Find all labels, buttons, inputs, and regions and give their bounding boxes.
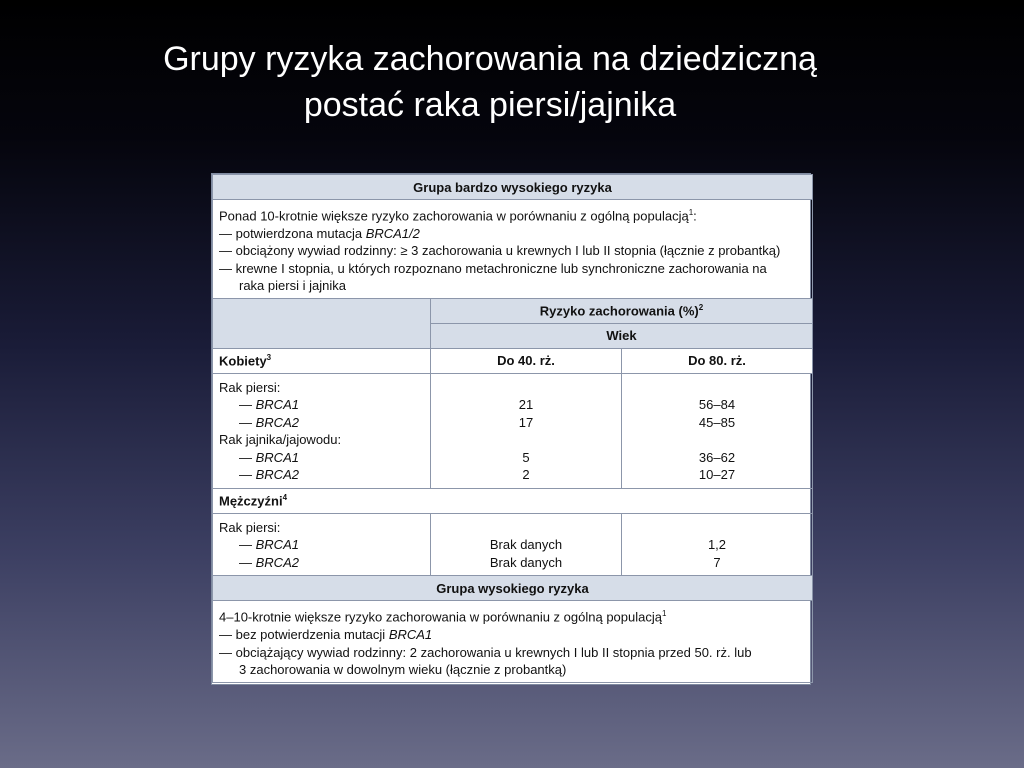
men-label: Mężczyźni$^4$ — [213, 488, 813, 513]
cell-value: 56–84 — [698, 397, 736, 413]
women-values-age-80 — [622, 373, 813, 488]
men-values-age-80 — [622, 513, 813, 576]
slide-title-line-1: Grupy ryzyka zachorowania na dziedziczną — [163, 40, 817, 78]
cell-value: 45–85 — [698, 414, 736, 430]
row-label: — BRCA1 — [239, 537, 299, 553]
women-label: Kobiety$^3$ — [213, 348, 431, 373]
row-label: Rak jajnika/jajowodu: — [219, 432, 342, 448]
men-cancer-labels — [213, 513, 431, 576]
high-risk-bullet-2-cont: 3 zachorowania w dowolnym wieku (łącznie z probantką) — [239, 662, 567, 678]
women-cancer-labels — [213, 373, 431, 488]
cell-value — [437, 379, 615, 397]
empty-header-cell — [213, 298, 431, 348]
row-label: — BRCA2 — [239, 554, 299, 570]
row-label: — BRCA1 — [239, 397, 299, 413]
cell-value: 17 — [518, 414, 534, 430]
very-high-risk-header: Grupa bardzo wysokiego ryzyka — [213, 175, 813, 200]
very-high-risk-bullet-2: — obciążony wywiad rodzinny: ≥ 3 zachorowania u krewnych I lub II stopnia (łącznie z probantką) — [219, 243, 781, 259]
very-high-risk-bullet-3-cont: raka piersi i jajnika — [239, 278, 346, 294]
high-risk-bullet-2: — obciążający wywiad rodzinny: 2 zachorowania u krewnych I lub II stopnia przed 50. rż. lub — [219, 644, 752, 660]
high-risk-intro: 4–10-krotnie większe ryzyko zachorowania w porównaniu z ogólną populacją$^1$ — [219, 609, 667, 625]
very-high-risk-description — [213, 200, 813, 299]
column-age-40: Do 40. rż. — [431, 348, 622, 373]
women-values-age-40 — [431, 373, 622, 488]
cell-value — [437, 519, 615, 537]
cell-value: 2 — [522, 467, 530, 483]
column-age-80: Do 80. rż. — [622, 348, 813, 373]
row-label: Rak piersi: — [219, 519, 281, 535]
row-label: — BRCA2 — [239, 414, 299, 430]
very-high-risk-intro: Ponad 10-krotnie większe ryzyko zachorowania w porównaniu z ogólną populacją$^1$: — [219, 208, 697, 224]
cell-value: 36–62 — [698, 449, 736, 465]
risk-percent-header: Ryzyko zachorowania (%)$^2$ — [431, 298, 813, 323]
cell-value — [437, 431, 615, 449]
cell-value: Brak danych — [489, 537, 563, 553]
cell-value — [628, 379, 806, 397]
cell-value: 1,2 — [707, 537, 727, 553]
high-risk-description — [213, 601, 813, 682]
row-label: — BRCA2 — [239, 467, 299, 483]
very-high-risk-bullet-3: — krewne I stopnia, u których rozpoznano metachroniczne lub synchroniczne zachorowania na — [219, 260, 767, 276]
cell-value: 10–27 — [698, 467, 736, 483]
cell-value — [628, 431, 806, 449]
very-high-risk-bullet-1: — potwierdzona mutacja BRCA1/2 — [219, 225, 420, 241]
cell-value: 5 — [522, 449, 530, 465]
men-values-age-40 — [431, 513, 622, 576]
cell-value: 21 — [518, 397, 534, 413]
slide-title-line-2: postać raka piersi/jajnika — [303, 86, 677, 124]
high-risk-bullet-1: — bez potwierdzenia mutacji BRCA1 — [219, 627, 433, 643]
age-header: Wiek — [431, 323, 813, 348]
row-label: Rak piersi: — [219, 379, 281, 395]
risk-groups-table — [211, 173, 811, 685]
cell-value: Brak danych — [489, 554, 563, 570]
cell-value — [628, 519, 806, 537]
row-label: — BRCA1 — [239, 449, 299, 465]
cell-value: 7 — [713, 554, 721, 570]
high-risk-header: Grupa wysokiego ryzyka — [213, 576, 813, 601]
slide-title — [40, 36, 940, 128]
